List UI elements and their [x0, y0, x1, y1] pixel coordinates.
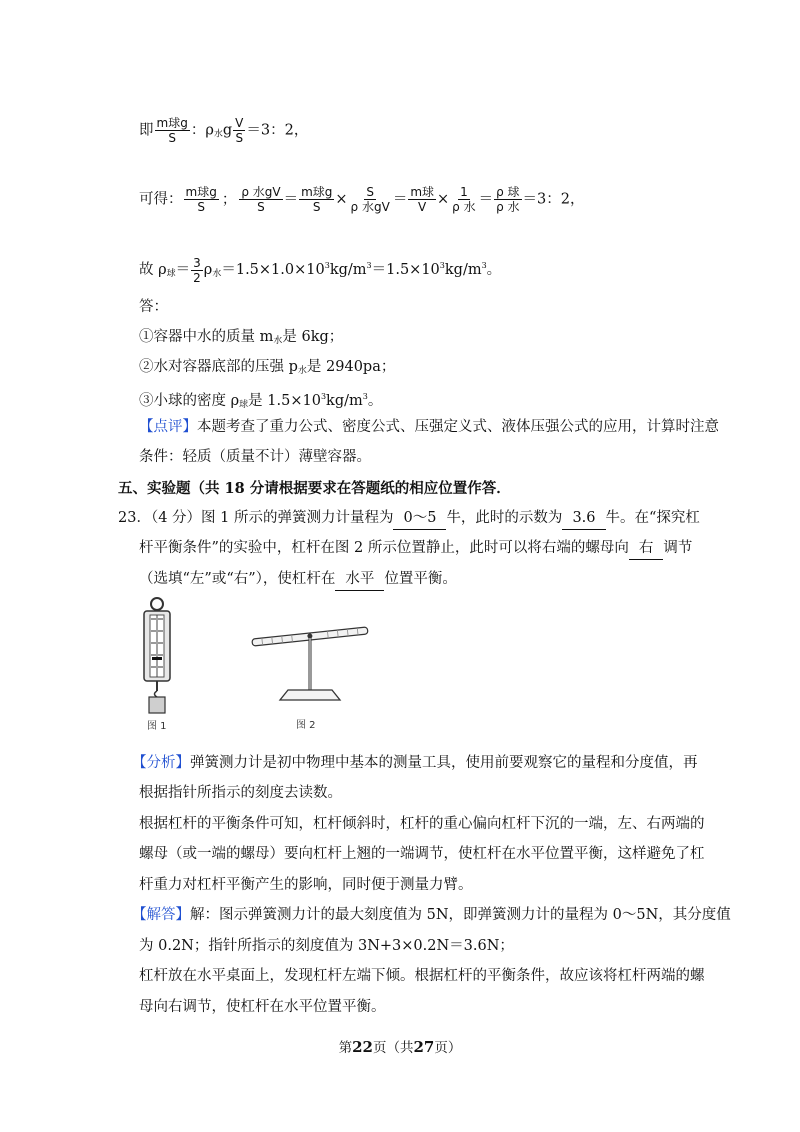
fraction: $\frac{\text{m球g}}{S}$ — [156, 116, 188, 145]
lever-drawing — [248, 612, 373, 712]
section-title: 五、实验题（共 18 分请根据要求在答题纸的相应位置作答． — [118, 480, 511, 497]
question-23-line-2: 杆平衡条件”的实验中，杠杆在图 2 所示位置静止，此时可以将右端的螺母向 右 调节 — [139, 537, 692, 560]
answer-2: ②水对容器底部的压强 $p_水$是 2940pa； — [139, 359, 396, 376]
figure-lever — [248, 612, 373, 732]
fraction: $\frac{3}{2}$ — [193, 255, 201, 285]
solution-tag: 【解答】 — [132, 907, 190, 923]
analysis-line-2: 根据指针所指示的刻度去读数。 — [139, 785, 342, 801]
figure-2-caption: 图 2 — [296, 720, 316, 731]
fraction: $\frac{\text{ρ 水gV}}{S}$ — [241, 185, 281, 214]
answer-label: 答： — [139, 299, 168, 315]
page-number: 22 — [352, 1038, 373, 1056]
solution-line-1: 【解答】解：图示弹簧测力计的最大刻度值为 5N，即弹簧测力计的量程为 0～5N，其分度值 — [132, 907, 731, 923]
answer-blank: 3.6 — [562, 507, 605, 530]
fraction: $\frac{\text{m球}}{V}$ — [410, 185, 435, 214]
figure-spring-scale — [132, 597, 192, 732]
fraction: $\frac{\text{m球g}}{S}$ — [185, 185, 217, 214]
page-footer: 第22页（共27页） — [338, 1038, 462, 1056]
eq1-prefix: 即 — [139, 122, 154, 139]
analysis-line-4: 螺母（或一端的螺母）要向杠杆上翘的一端调节，使杠杆在水平位置平衡，这样避免了杠 — [139, 846, 705, 862]
total-pages: 27 — [413, 1038, 435, 1056]
fraction: $\frac{V}{S}$ — [235, 116, 244, 145]
analysis-line-5: 杆重力对杠杆平衡产生的影响，同时便于测量力臂。 — [139, 877, 473, 893]
spring-scale-drawing — [132, 597, 192, 717]
fraction: $\frac{\text{ρ 球}}{\text{ρ 水}}$ — [496, 185, 520, 214]
solution-line-4: 母向右调节，使杠杆在水平位置平衡。 — [139, 999, 386, 1015]
question-23-line-1: 23．（4 分）图 1 所示的弹簧测力计量程为 0～5 牛，此时的示数为 3.6 牛。在“探究杠 — [118, 507, 700, 530]
analysis-line-1: 【分析】弹簧测力计是初中物理中基本的测量工具，使用前要观察它的量程和分度值，再 — [132, 755, 698, 771]
analysis-tag: 【分析】 — [132, 755, 190, 771]
question-23-line-3: （选填“左”或“右”），使杠杆在 水平 位置平衡。 — [139, 568, 457, 591]
answer-3: ③小球的密度 $\rho_球$是 $1.5\times 10^3kg/m^3$。 — [139, 392, 383, 410]
comment-tag: 【点评】 — [139, 419, 197, 435]
answer-1: ①容器中水的质量 $m_水$是 6kg； — [139, 329, 344, 346]
fraction: $\frac{\text{m球g}}{S}$ — [301, 185, 333, 214]
equation-1: 即 $\frac{\text{m球g}}{S}$ ：$\rho_水g$ $\frac{V}{S}$ ＝3：2， — [139, 116, 309, 145]
analysis-line-3: 根据杠杆的平衡条件可知，杠杆倾斜时，杠杆的重心偏向杠杆下沉的一端，左、右两端的 — [139, 816, 705, 832]
answer-blank: 0～5 — [393, 507, 446, 530]
comment-line-2: 条件：轻质（质量不计）薄壁容器。 — [139, 449, 371, 465]
solution-line-2: 为 0.2N；指针所指示的刻度值为 3N+3×0.2N＝3.6N； — [139, 938, 514, 954]
equation-2: 可得： $\frac{\text{m球g}}{S}$ ； $\frac{\text{ρ 水gV}}{S}$ ＝ $\frac{\text{m球g}}{S}$ × $\frac{S}{\text{ρ 水gV}}$ ＝ $\frac{\text{m球}}{V}$ × $\frac{1}{\text{ρ 水}}$ ＝ $\frac{\text{ρ 球}}{\text{ρ 水}}$ ＝3：2， — [139, 185, 585, 214]
equation-3: 故 $\rho_球=$ $\frac{3}{2}$ $\rho_水=1.5\times 1.0\times 10^3kg/m^3=1.5\times 10^3kg/m^3$。 — [139, 255, 502, 285]
answer-blank: 水平 — [335, 568, 384, 591]
solution-line-3: 杠杆放在水平桌面上，发现杠杆左端下倾。根据杠杆的平衡条件，故应该将杠杆两端的螺 — [139, 968, 705, 984]
answer-blank: 右 — [629, 537, 664, 560]
fraction: $\frac{S}{\text{ρ 水gV}}$ — [350, 185, 390, 214]
fraction: $\frac{1}{\text{ρ 水}}$ — [452, 185, 476, 214]
figure-1-caption: 图 1 — [147, 721, 167, 732]
comment-line-1: 【点评】本题考查了重力公式、密度公式、压强定义式、液体压强公式的应用，计算时注意 — [139, 419, 719, 435]
